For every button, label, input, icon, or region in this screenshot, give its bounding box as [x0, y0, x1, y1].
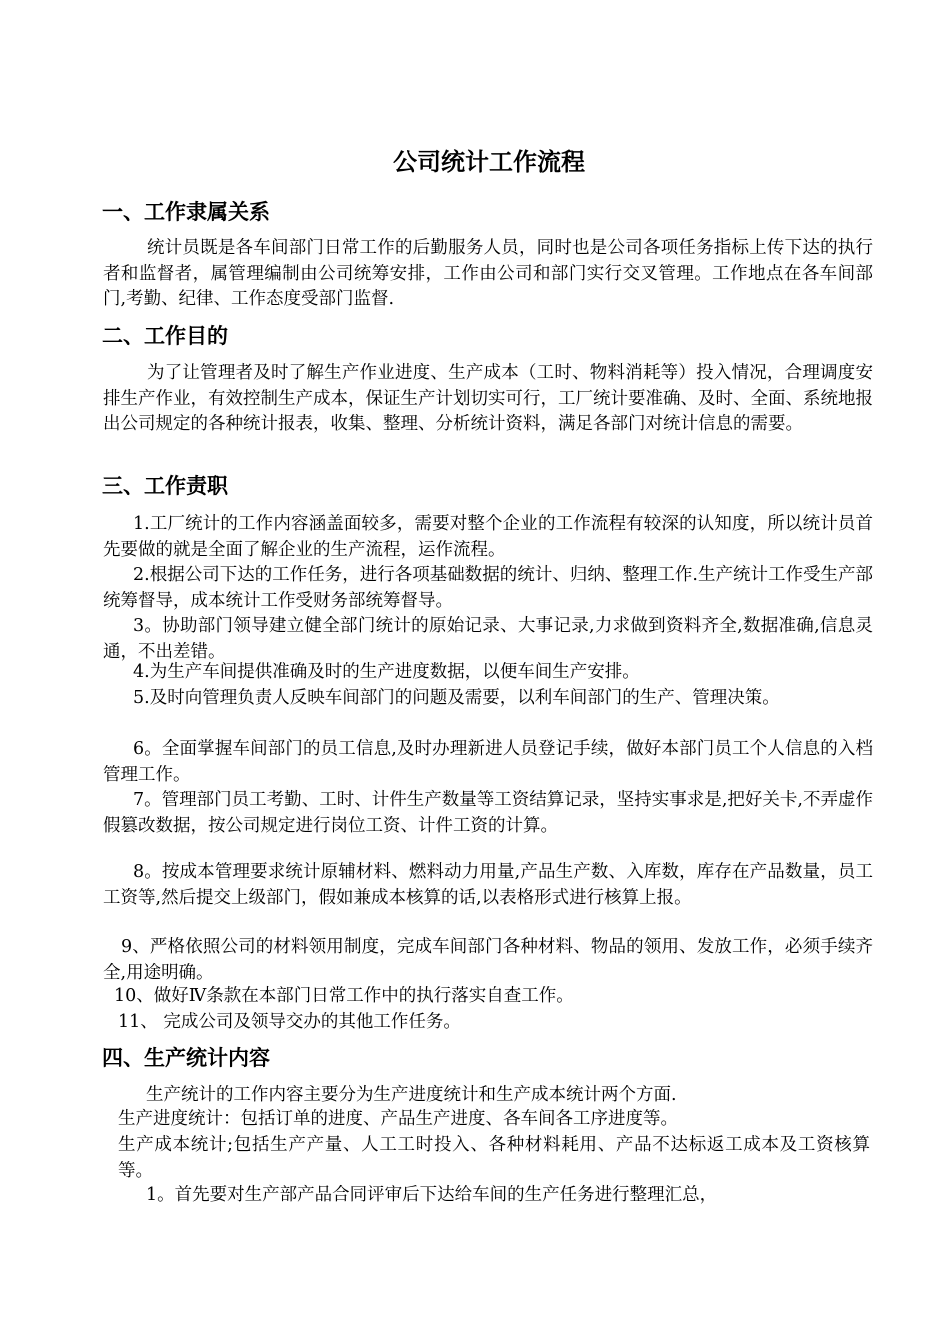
duty-item-11: 11、 完成公司及领导交办的其他工作任务。: [118, 1012, 461, 1032]
step-1-line: 1。首先要对生产部产品合同评审后下达给车间的生产任务进行整理汇总，: [146, 1185, 718, 1205]
cost-stats-line: 生产成本统计;包括生产产量、人工工时投入、各种材料耗用、产品不达标返工成本及工资核算等。: [118, 1135, 870, 1181]
duty-item-7: 7。管理部门员工考勤、工时、计件生产数量等工资结算记录，坚持实事求是,把好关卡,不弄虚作假篡改数据，按公司规定进行岗位工资、计件工资的计算。: [103, 790, 873, 836]
document-title: 公司统计工作流程: [393, 148, 585, 176]
stats-intro: 生产统计的工作内容主要分为生产进度统计和生产成本统计两个方面.: [146, 1085, 677, 1105]
progress-stats-line: 生产进度统计：包括订单的进度、产品生产进度、各车间各工序进度等。: [118, 1109, 678, 1129]
section-heading-1: 一、工作隶属关系: [102, 200, 270, 224]
duty-item-2: 2.根据公司下达的工作任务，进行各项基础数据的统计、归纳、整理工作.生产统计工作受生产部统筹督导，成本统计工作受财务部统筹督导。: [103, 565, 873, 611]
duty-item-6: 6。全面掌握车间部门的员工信息,及时办理新进人员登记手续，做好本部门员工个人信息的入档管理工作。: [103, 739, 873, 785]
section-heading-3: 三、工作责职: [102, 474, 228, 498]
section-1-paragraph: 统计员既是各车间部门日常工作的后勤服务人员，同时也是公司各项任务指标上传下达的执行者和监督者，属管理编制由公司统筹安排，工作由公司和部门实行交叉管理。工作地点在各车间部门,考勤、纪律、工作态度受部门监督.: [103, 238, 873, 309]
section-heading-4: 四、生产统计内容: [102, 1046, 270, 1070]
section-heading-2: 二、工作目的: [102, 324, 228, 348]
duty-item-1: 1.工厂统计的工作内容涵盖面较多，需要对整个企业的工作流程有较深的认知度，所以统计员首先要做的就是全面了解企业的生产流程，运作流程。: [103, 514, 873, 560]
duty-item-10: 10、做好Ⅳ条款在本部门日常工作中的执行落实自查工作。: [114, 986, 574, 1006]
duty-item-4: 4.为生产车间提供准确及时的生产进度数据，以便车间生产安排。: [133, 662, 640, 682]
duty-item-9: 9、严格依照公司的材料领用制度，完成车间部门各种材料、物品的领用、发放工作，必须手续齐全,用途明确。: [103, 937, 873, 983]
section-2-paragraph: 为了让管理者及时了解生产作业进度、生产成本（工时、物料消耗等）投入情况，合理调度安排生产作业，有效控制生产成本，保证生产计划切实可行，工厂统计要准确、及时、全面、系统地报出公司规定的各种统计报表，收集、整理、分析统计资料，满足各部门对统计信息的需要。: [103, 363, 873, 434]
duty-item-5: 5.及时向管理负责人反映车间部门的问题及需要，以利车间部门的生产、管理决策。: [133, 688, 780, 708]
duty-item-3: 3。协助部门领导建立健全部门统计的原始记录、大事记录,力求做到资料齐全,数据准确,信息灵通，不出差错。: [103, 616, 873, 662]
duty-item-8: 8。按成本管理要求统计原辅材料、燃料动力用量,产品生产数、入库数，库存在产品数量，员工工资等,然后提交上级部门，假如兼成本核算的话,以表格形式进行核算上报。: [103, 862, 873, 908]
